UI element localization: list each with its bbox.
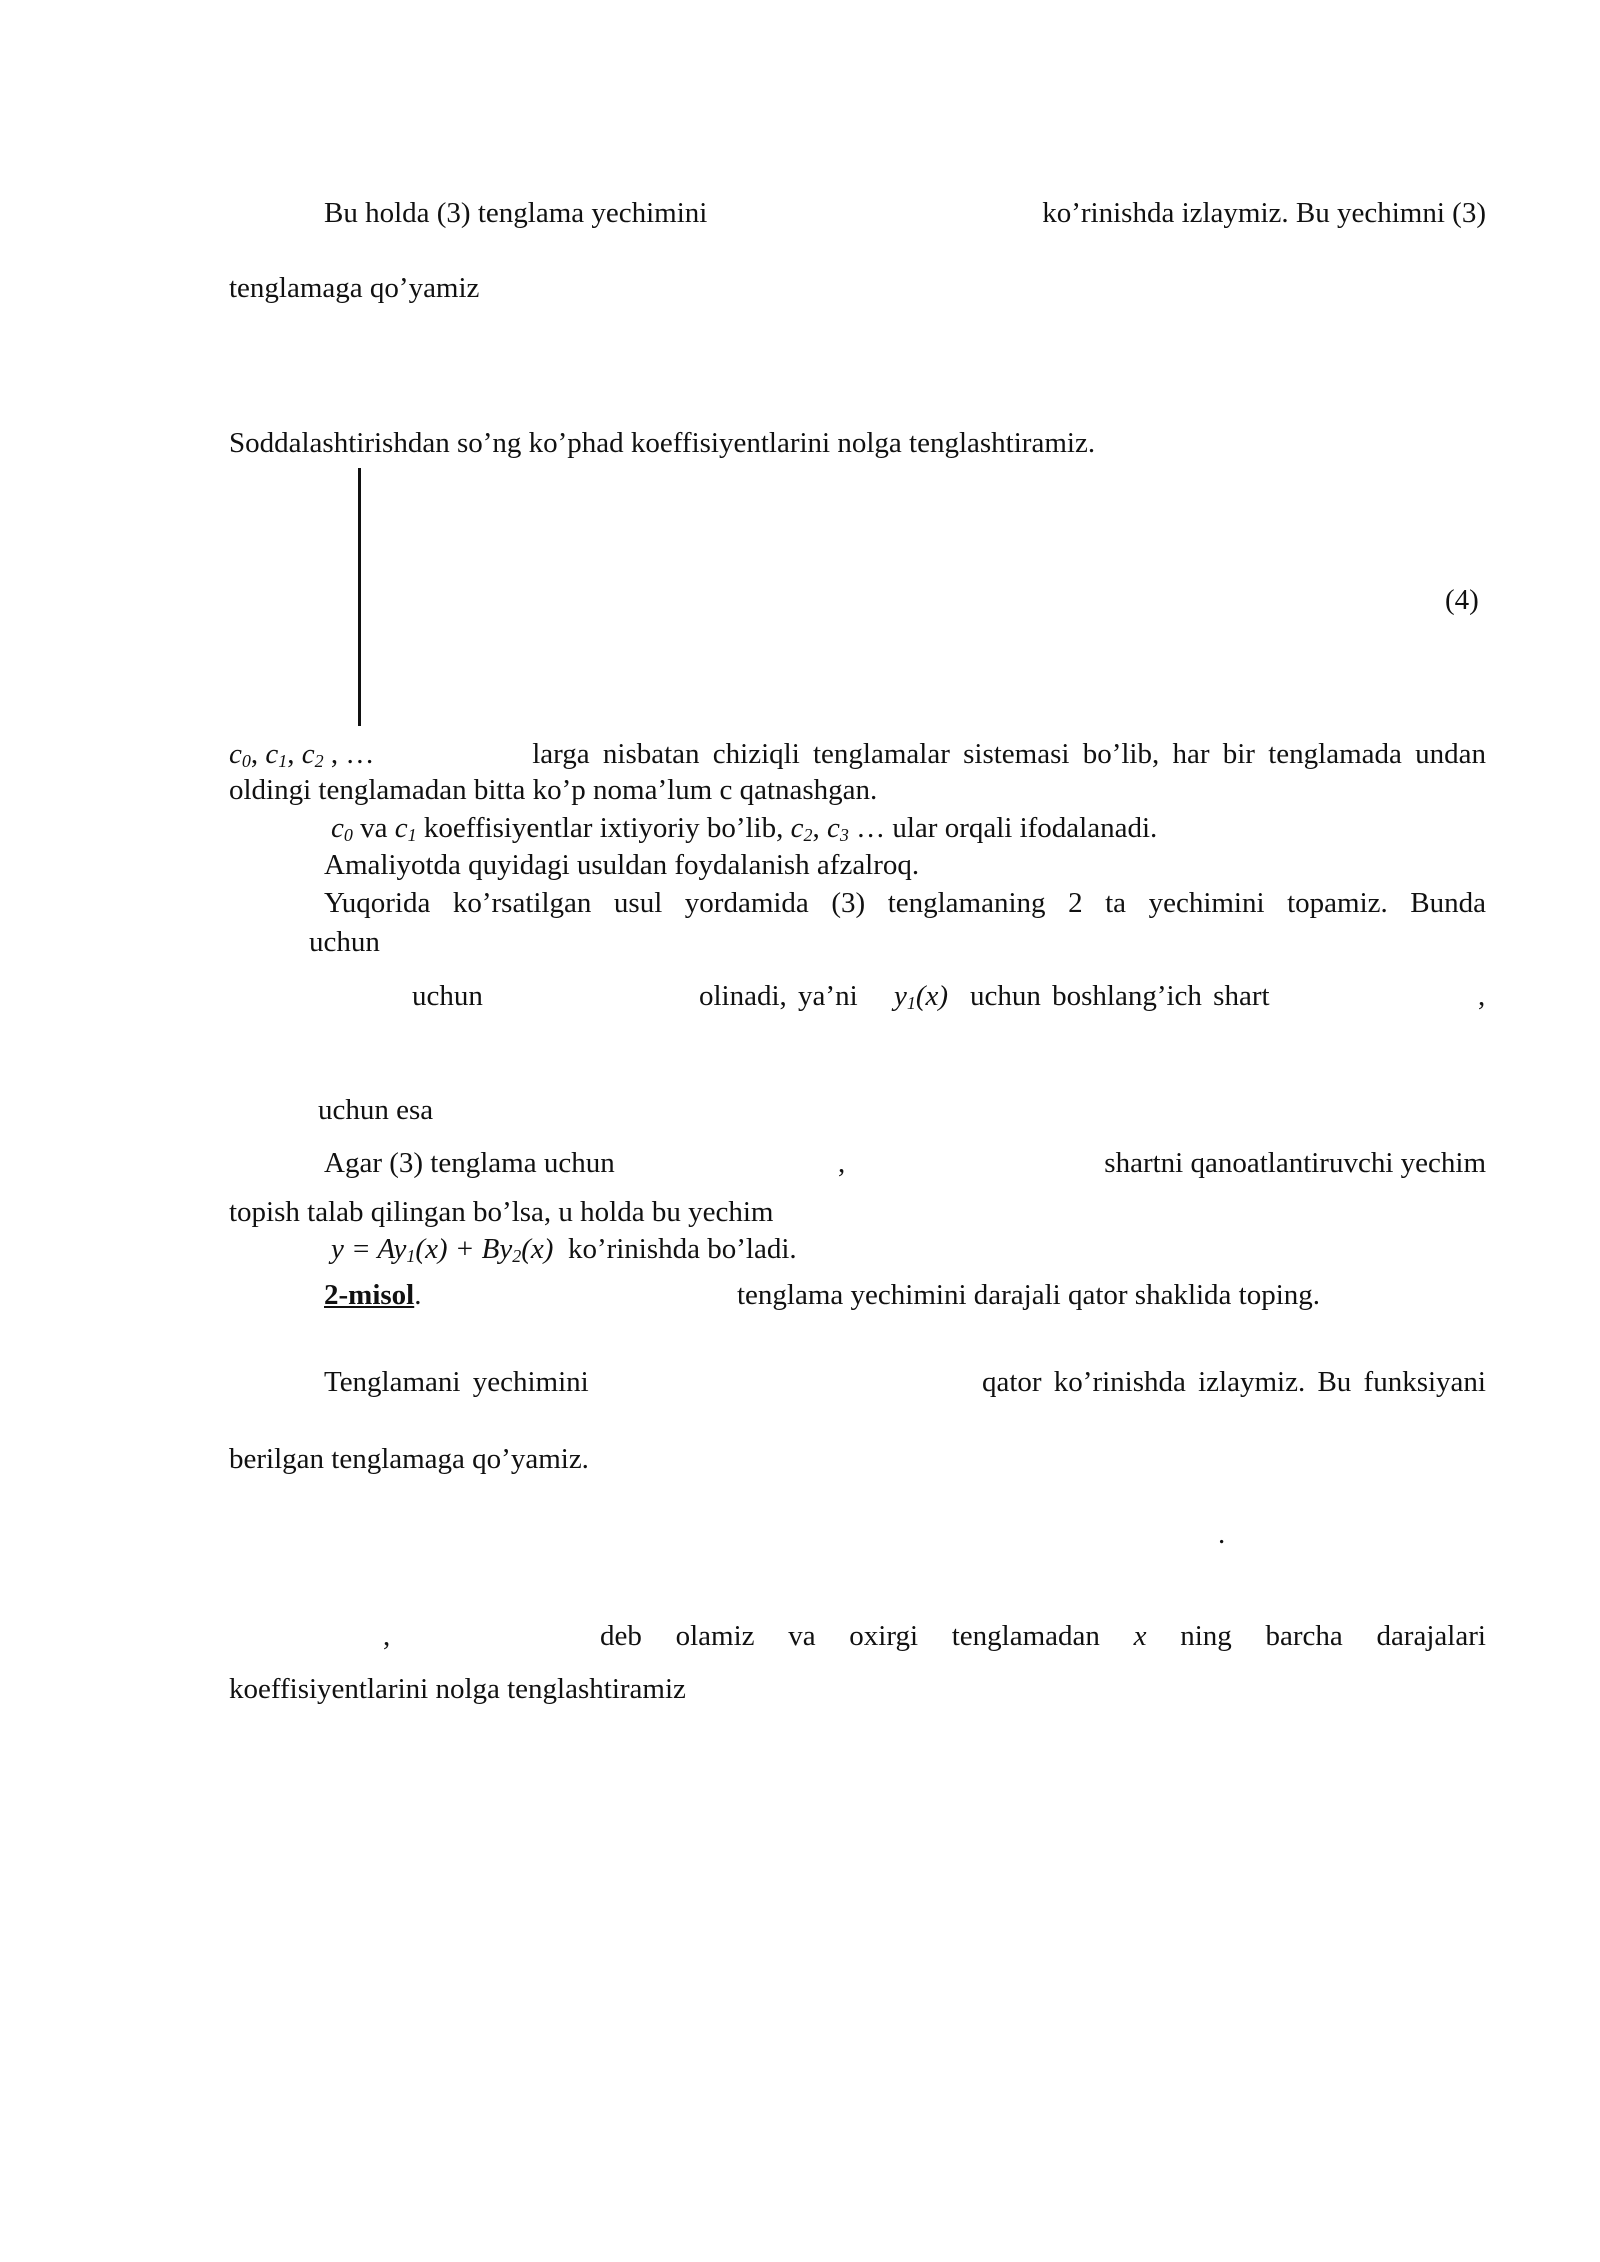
equation-number: (4) xyxy=(1445,584,1479,616)
p5-text: Amaliyotda quyidagi usuldan foydalanish afzalroq. xyxy=(324,849,920,881)
p1-text-b: ko’rinishda izlaymiz. Bu yechimni (3) xyxy=(1042,197,1486,229)
p6-line2: uchun xyxy=(309,926,380,958)
p14-word-tenglamadan: tenglamadan xyxy=(951,1620,1100,1652)
p2-text: Soddalashtirishdan so’ng ko’phad koeffisiyentlarini nolga tenglashtiramiz. xyxy=(229,427,1096,459)
p3-coefficients: $c_0$, $c_1$, $c_2$ , … xyxy=(229,738,375,771)
p6-line1: Yuqorida ko’rsatilgan usul yordamida (3) tenglamaning 2 ta yechimini topamiz. Bunda xyxy=(324,887,1486,919)
p14-word-deb: deb xyxy=(600,1620,642,1652)
p14-word-olamiz: olamiz xyxy=(675,1620,755,1652)
p3-line1 xyxy=(229,736,1486,772)
p8-text: uchun esa xyxy=(318,1094,434,1126)
p7-y1: $y_1(x)$ xyxy=(894,980,949,1013)
p14-line2: koeffisiyentlarini nolga tenglashtiramiz xyxy=(229,1673,686,1705)
p1-text-c: tenglamaga qo’yamiz xyxy=(229,272,480,304)
p1-text-a: Bu holda (3) tenglama yechimini xyxy=(324,197,708,229)
p14-comma: , xyxy=(383,1620,391,1652)
p12-line2: berilgan tenglamaga qo’yamiz. xyxy=(229,1443,589,1475)
p9-text-a: Agar (3) tenglama uchun xyxy=(324,1147,615,1179)
p12-text-b: qator ko’rinishda izlaymiz. Bu funksiyani xyxy=(981,1366,1486,1398)
p14-word-va: va xyxy=(788,1620,816,1652)
p9-comma: , xyxy=(838,1147,846,1179)
p7-comma: , xyxy=(1478,980,1486,1012)
p9-line2: topish talab qilingan bo’lsa, u holda bu yechim xyxy=(229,1196,774,1228)
p7-rest: uchun boshlang’ich shart xyxy=(970,980,1270,1012)
p12-text-a: Tenglamani yechimini xyxy=(324,1366,589,1398)
p3-line2: oldingi tenglamadan bitta ko’p noma’lum c qatnashgan. xyxy=(229,774,878,806)
p11-rest: tenglama yechimini darajali qator shaklida toping. xyxy=(737,1279,1321,1311)
p7-uchun: uchun xyxy=(412,980,483,1012)
system-brace xyxy=(358,468,361,726)
p14-word-oxirgi: oxirgi xyxy=(849,1620,919,1652)
p4-text: $c_0$ va $c_1$ koeffisiyentlar ixtiyoriy bo’lib, $c_2$, $c_3$ … ular orqali ifodalanadi. xyxy=(331,812,1158,845)
p10-formula: $y = Ay_1(x) + By_2(x)$ ko’rinishda bo’ladi. xyxy=(331,1233,797,1266)
p13-dot: . xyxy=(1218,1518,1226,1550)
p14-word-x: x xyxy=(1133,1620,1147,1652)
p7-olinadi: olinadi, ya’ni xyxy=(699,980,858,1012)
p3-rest: larga nisbatan chiziqli tenglamalar sistemasi bo’lib, har bir tenglamada undan xyxy=(532,738,1486,770)
example-label: 2-misol. xyxy=(324,1279,422,1311)
p14-line1 xyxy=(600,1618,1486,1654)
p14-word-ning: ning xyxy=(1180,1620,1232,1652)
p9-text-b: shartni qanoatlantiruvchi yechim xyxy=(1104,1147,1486,1179)
p14-word-barcha: barcha xyxy=(1265,1620,1343,1652)
p14-word-darajalari: darajalari xyxy=(1376,1620,1486,1652)
